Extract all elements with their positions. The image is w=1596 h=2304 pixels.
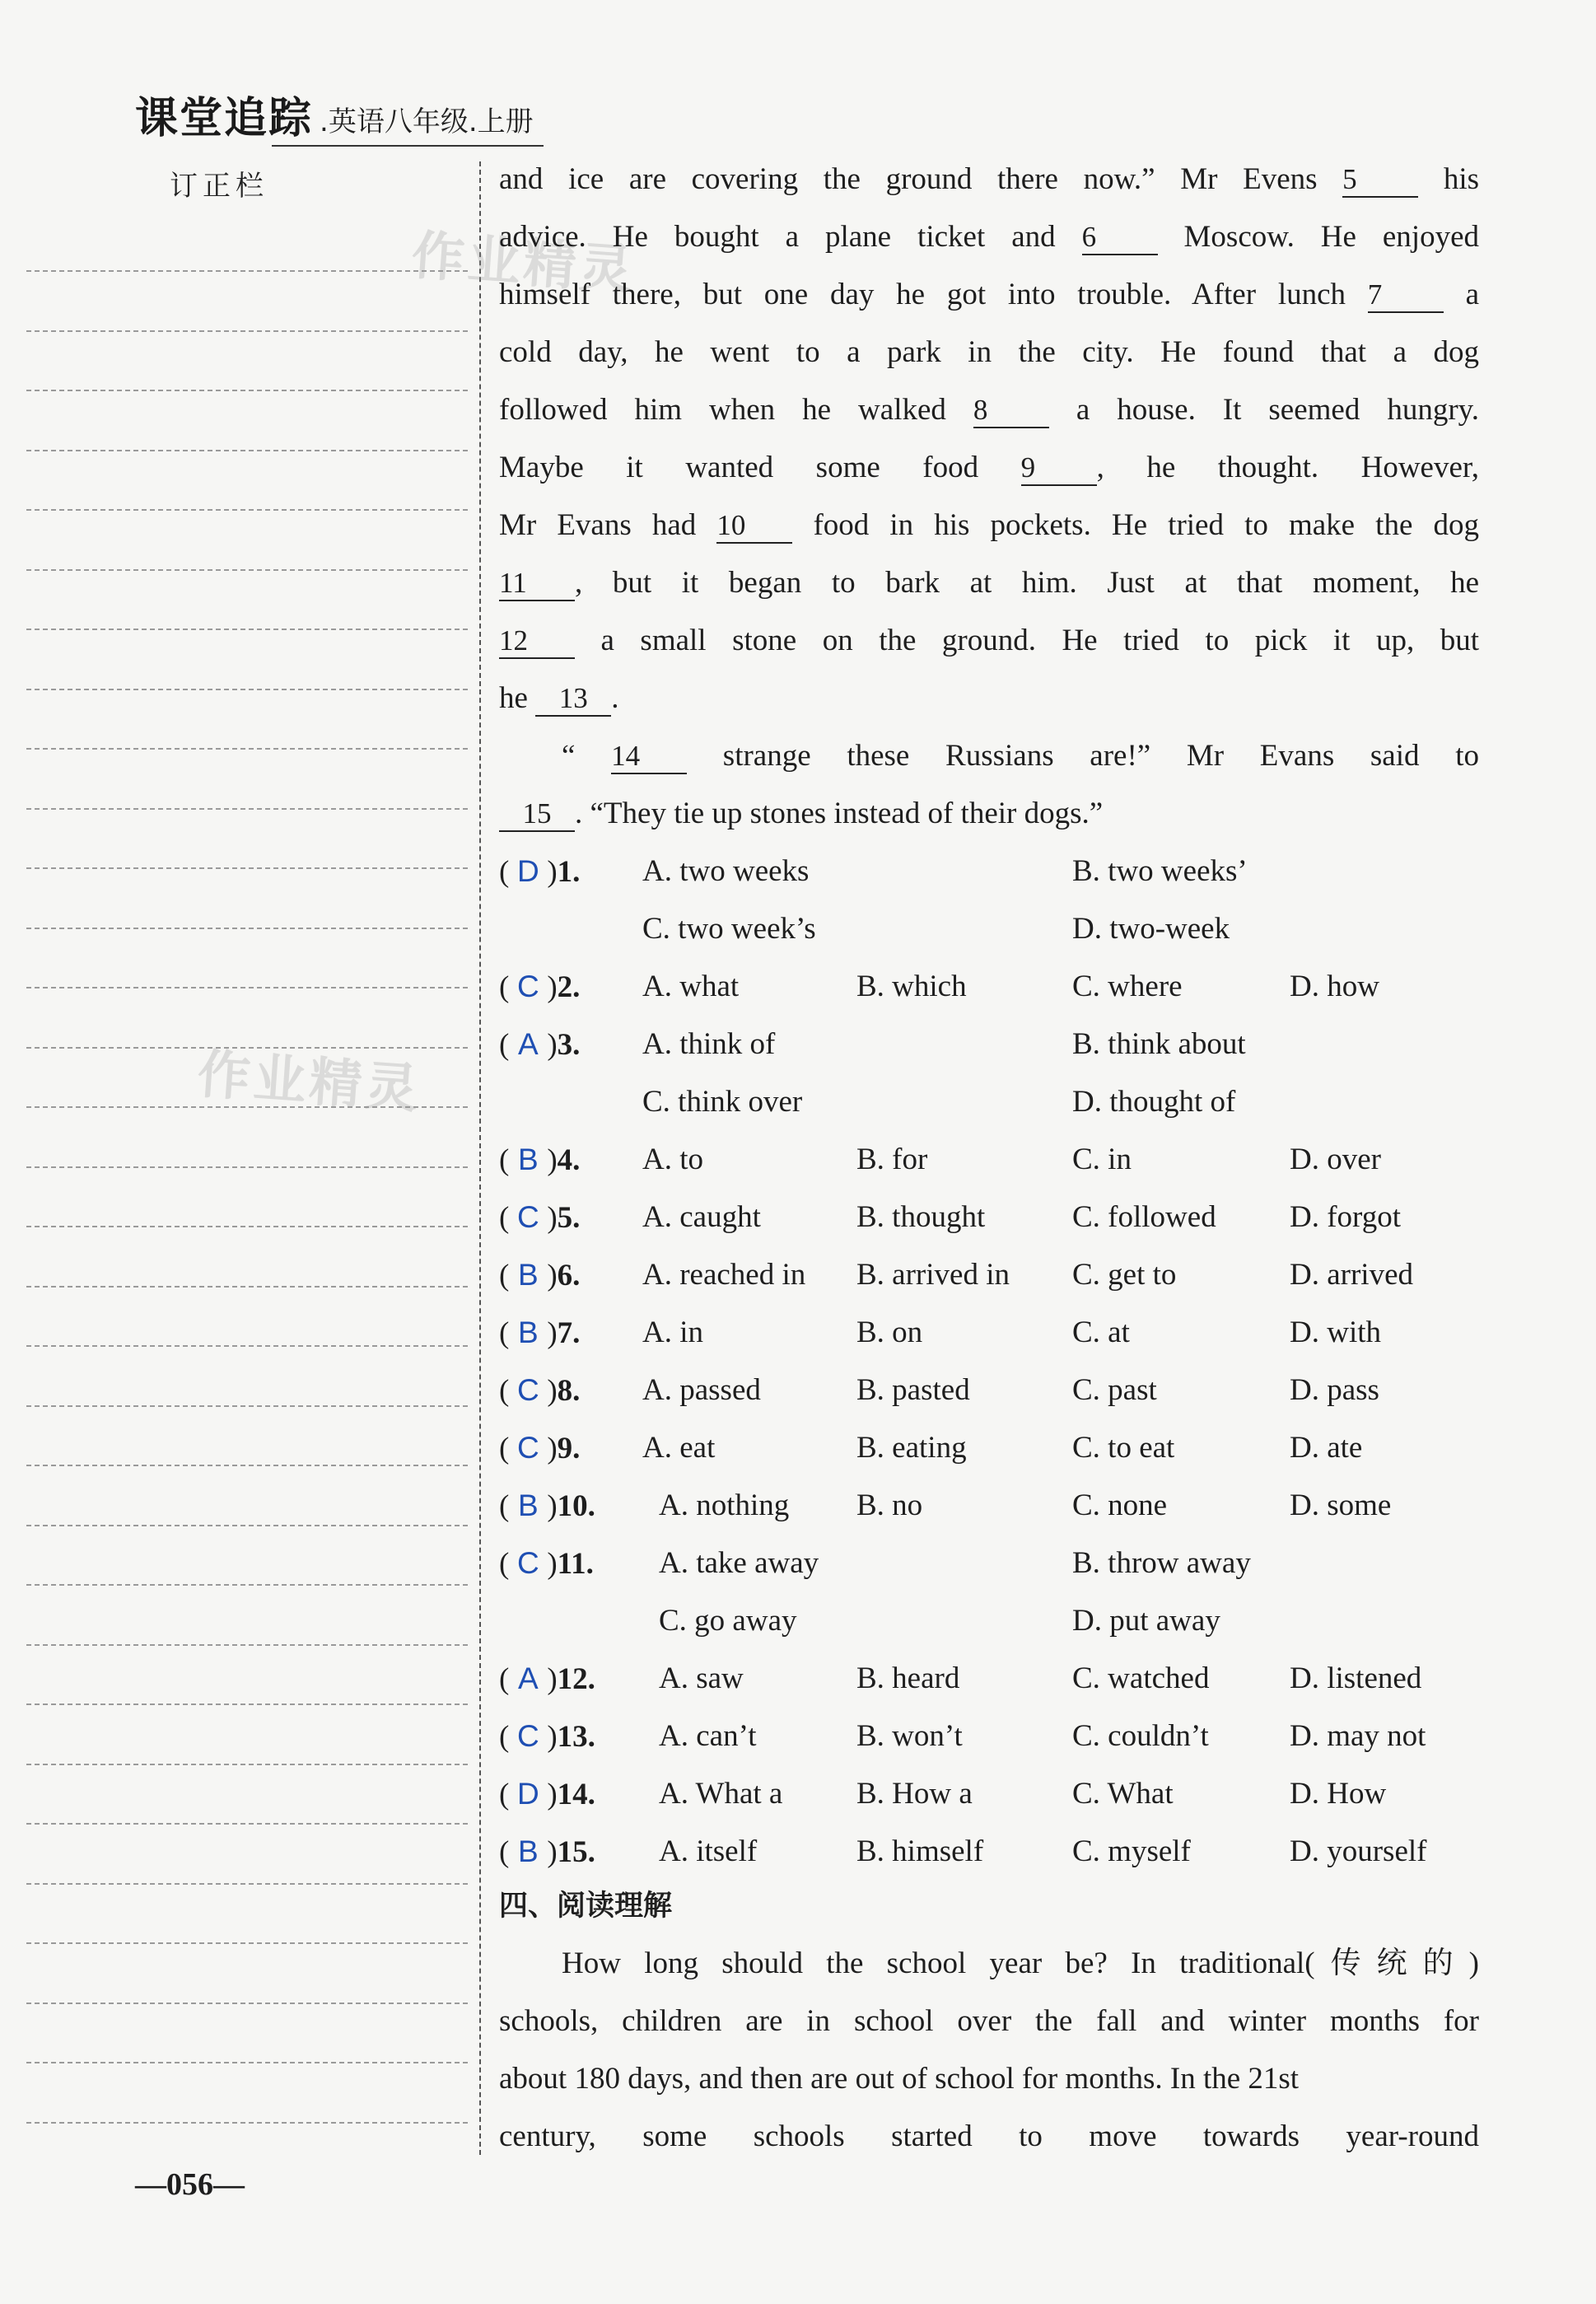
- correction-line[interactable]: [26, 509, 468, 511]
- answer-choice[interactable]: C: [516, 1431, 539, 1465]
- brand-title: 课堂追踪: [135, 94, 314, 143]
- correction-line[interactable]: [26, 867, 468, 869]
- option-a[interactable]: A. passed: [642, 1373, 761, 1407]
- section-4-heading: 四、阅读理解: [499, 1890, 673, 1923]
- option-b[interactable]: B. no: [856, 1488, 923, 1522]
- paren: (: [499, 1778, 510, 1811]
- question-index: 10.: [557, 1489, 595, 1523]
- question-index: 3.: [557, 1028, 581, 1062]
- paren: ): [547, 1028, 558, 1062]
- correction-line[interactable]: [26, 629, 468, 630]
- passage-text: , but it began to bark at him. Just at that moment, he: [575, 566, 1479, 600]
- correction-line[interactable]: [26, 1226, 468, 1227]
- passage-line: [562, 733, 1479, 779]
- question-number: [499, 964, 580, 1010]
- passage-text: “: [562, 739, 612, 773]
- option-b[interactable]: B. won’t: [856, 1719, 963, 1753]
- question-number: [499, 1829, 595, 1875]
- question-index: 11.: [557, 1547, 594, 1581]
- option-c[interactable]: C. none: [1072, 1488, 1168, 1522]
- passage-text: cold day, he went to a park in the city. He found that a dog: [499, 335, 1479, 369]
- paren: (: [499, 1374, 510, 1408]
- answer-blank[interactable]: 15: [499, 797, 575, 832]
- answer-blank[interactable]: 14: [611, 740, 687, 774]
- answer-choice[interactable]: C: [516, 1200, 539, 1234]
- option-c[interactable]: C. get to: [1072, 1258, 1177, 1292]
- option-b[interactable]: B. thought: [856, 1200, 986, 1234]
- question-number: [499, 1021, 580, 1068]
- question-number: [499, 1771, 595, 1817]
- option-b[interactable]: B. throw away: [1072, 1546, 1251, 1580]
- answer-choice[interactable]: C: [516, 970, 539, 1003]
- answer-choice[interactable]: D: [516, 1777, 539, 1811]
- option-c[interactable]: C. go away: [659, 1604, 797, 1638]
- option-c[interactable]: C. where: [1072, 970, 1183, 1003]
- option-b[interactable]: B. eating: [856, 1431, 967, 1465]
- question-index: 9.: [557, 1432, 581, 1465]
- option-b[interactable]: B. for: [856, 1143, 928, 1176]
- paren: ): [547, 1259, 558, 1292]
- paren: (: [499, 970, 510, 1004]
- answer-choice[interactable]: C: [516, 1373, 539, 1407]
- header-rule: [272, 145, 544, 147]
- option-c[interactable]: C. couldn’t: [1072, 1719, 1209, 1753]
- option-a[interactable]: A. think of: [642, 1027, 776, 1061]
- correction-line[interactable]: [26, 1345, 468, 1347]
- option-b[interactable]: B. think about: [1072, 1027, 1246, 1061]
- answer-choice[interactable]: B: [517, 1316, 539, 1349]
- question-index: 7.: [557, 1316, 581, 1350]
- answer-blank[interactable]: 13: [535, 682, 611, 717]
- question-number: [499, 848, 580, 895]
- answer-choice[interactable]: B: [517, 1258, 539, 1292]
- correction-line[interactable]: [26, 2122, 468, 2124]
- passage-text: . “They tie up stones instead of their dogs.”: [575, 797, 1104, 830]
- option-d[interactable]: D. arrived: [1290, 1258, 1413, 1292]
- question-number: [499, 1483, 595, 1529]
- question-number: [499, 1252, 580, 1298]
- option-a[interactable]: A. to: [642, 1143, 703, 1176]
- answer-choice[interactable]: C: [516, 1719, 539, 1753]
- correction-line[interactable]: [26, 928, 468, 929]
- paren: (: [499, 1720, 510, 1754]
- option-d[interactable]: D. yourself: [1290, 1834, 1427, 1868]
- passage-text: followed him when he walked: [499, 393, 973, 427]
- paren: ): [547, 1432, 558, 1465]
- answer-choice[interactable]: B: [517, 1143, 539, 1176]
- question-number: [499, 1367, 580, 1414]
- option-d[interactable]: D. put away: [1072, 1604, 1220, 1638]
- option-b[interactable]: B. heard: [856, 1661, 960, 1695]
- passage-text: strange these Russians are!” Mr Evans said to: [687, 739, 1479, 773]
- option-a[interactable]: A. two weeks: [642, 854, 810, 888]
- correction-line[interactable]: [26, 748, 468, 750]
- passage-line: [499, 214, 1479, 260]
- answer-blank[interactable]: 5: [1342, 163, 1418, 198]
- option-a[interactable]: A. reached in: [642, 1258, 806, 1292]
- correction-line[interactable]: [26, 1405, 468, 1407]
- passage-line: [499, 791, 1479, 837]
- option-d[interactable]: D. over: [1290, 1143, 1381, 1176]
- option-c[interactable]: C. at: [1072, 1316, 1130, 1349]
- correction-line[interactable]: [26, 1644, 468, 1646]
- option-b[interactable]: B. on: [856, 1316, 923, 1349]
- option-a[interactable]: A. itself: [659, 1834, 758, 1868]
- option-d[interactable]: D. how: [1290, 970, 1379, 1003]
- question-index: 4.: [557, 1143, 581, 1177]
- option-a[interactable]: A. caught: [642, 1200, 761, 1234]
- question-index: 15.: [557, 1835, 595, 1869]
- passage-text: , he thought. However,: [1096, 451, 1479, 484]
- passage-text: .: [611, 681, 619, 715]
- answer-blank[interactable]: 10: [716, 509, 792, 544]
- question-number: [499, 1713, 595, 1760]
- paren: ): [547, 1547, 558, 1581]
- question-index: 6.: [557, 1259, 581, 1292]
- correction-line[interactable]: [26, 569, 468, 571]
- reading-line: about 180 days, and then are out of school for months. In the 21st: [499, 2062, 1300, 2096]
- passage-text: his: [1418, 162, 1479, 196]
- correction-line[interactable]: [26, 808, 468, 810]
- paren: (: [499, 1316, 510, 1350]
- passage-text: and ice are covering the ground there now.” Mr Evens: [499, 162, 1343, 196]
- option-c[interactable]: C. followed: [1072, 1200, 1216, 1234]
- question-number: [499, 1656, 595, 1702]
- question-number: [499, 1425, 580, 1471]
- option-d[interactable]: D. with: [1290, 1316, 1381, 1349]
- answer-choice[interactable]: A: [517, 1661, 539, 1695]
- option-a[interactable]: A. eat: [642, 1431, 716, 1465]
- paren: (: [499, 1201, 510, 1235]
- passage-text: a house. It seemed hungry.: [1048, 393, 1479, 427]
- correction-line[interactable]: [26, 390, 468, 391]
- option-b[interactable]: B. which: [856, 970, 967, 1003]
- question-index: 5.: [557, 1201, 581, 1235]
- option-d[interactable]: D. pass: [1290, 1373, 1379, 1407]
- answer-choice[interactable]: A: [517, 1027, 539, 1061]
- answer-blank[interactable]: 11: [499, 567, 575, 601]
- passage-text: a small stone on the ground. He tried to pick it up, but: [575, 624, 1479, 657]
- option-b[interactable]: B. two weeks’: [1072, 854, 1248, 888]
- paren: ): [547, 855, 558, 889]
- passage-line: [499, 445, 1479, 491]
- question-index: 1.: [557, 855, 581, 889]
- passage-text: he: [499, 681, 536, 715]
- paren: (: [499, 1489, 510, 1523]
- page-number: —056—: [135, 2167, 245, 2202]
- paren: (: [499, 1259, 510, 1292]
- paren: ): [547, 970, 558, 1004]
- option-b[interactable]: B. himself: [856, 1834, 984, 1868]
- question-index: 13.: [557, 1720, 595, 1754]
- correction-line[interactable]: [26, 2003, 468, 2004]
- option-b[interactable]: B. How a: [856, 1777, 973, 1811]
- paren: ): [547, 1316, 558, 1350]
- reading-line: How long should the school year be? In traditional(传统的): [562, 1946, 1479, 1980]
- passage-line: [499, 502, 1479, 549]
- passage-line: [499, 272, 1479, 318]
- book-subtitle: .英语八年级.上册: [320, 105, 534, 138]
- passage-line: [499, 560, 1479, 606]
- question-index: 8.: [557, 1374, 581, 1408]
- answer-blank[interactable]: 9: [1021, 451, 1097, 486]
- paren: ): [547, 1201, 558, 1235]
- option-d[interactable]: D. forgot: [1290, 1200, 1401, 1234]
- answer-blank[interactable]: 12: [499, 624, 575, 659]
- correction-line[interactable]: [26, 450, 468, 451]
- correction-line[interactable]: [26, 2062, 468, 2063]
- passage-text: food in his pockets. He tried to make the dog: [792, 508, 1479, 542]
- correction-line[interactable]: [26, 330, 468, 332]
- option-b[interactable]: B. arrived in: [856, 1258, 1010, 1292]
- paren: (: [499, 1432, 510, 1465]
- option-a[interactable]: A. can’t: [659, 1719, 757, 1753]
- answer-choice[interactable]: B: [517, 1834, 539, 1868]
- page-header: [135, 86, 534, 143]
- paren: ): [547, 1835, 558, 1869]
- answer-blank[interactable]: 6: [1082, 221, 1158, 255]
- correction-line[interactable]: [26, 987, 468, 988]
- question-number: [499, 1310, 580, 1356]
- option-a[interactable]: A. in: [642, 1316, 703, 1349]
- reading-line: century, some schools started to move towards year-round: [499, 2119, 1479, 2153]
- correction-line[interactable]: [26, 1525, 468, 1526]
- paren: ): [547, 1143, 558, 1177]
- option-d[interactable]: D. How: [1290, 1777, 1387, 1811]
- passage-text: advice. He bought a plane ticket and: [499, 220, 1082, 254]
- option-c[interactable]: C. past: [1072, 1373, 1157, 1407]
- paren: (: [499, 1547, 510, 1581]
- option-c[interactable]: C. What: [1072, 1777, 1174, 1811]
- paren: ): [547, 1489, 558, 1523]
- answer-blank[interactable]: 8: [973, 394, 1049, 428]
- passage-text: Maybe it wanted some food: [499, 451, 1021, 484]
- passage-line: [499, 618, 1479, 664]
- question-number: [499, 1194, 580, 1241]
- paren: (: [499, 1662, 510, 1696]
- passage-text: Moscow. He enjoyed: [1157, 220, 1480, 254]
- paren: ): [547, 1720, 558, 1754]
- correction-line[interactable]: [26, 1823, 468, 1825]
- correction-line[interactable]: [26, 1703, 468, 1705]
- option-a[interactable]: A. nothing: [659, 1488, 790, 1522]
- question-index: 14.: [557, 1778, 595, 1811]
- paren: ): [547, 1778, 558, 1811]
- passage-line: [499, 387, 1479, 433]
- option-c[interactable]: C. think over: [642, 1085, 803, 1119]
- option-c[interactable]: C. watched: [1072, 1661, 1210, 1695]
- correction-line[interactable]: [26, 270, 468, 272]
- passage-line: [499, 675, 1479, 722]
- paren: ): [547, 1662, 558, 1696]
- option-d[interactable]: D. two-week: [1072, 912, 1230, 946]
- paren: (: [499, 1835, 510, 1869]
- watermark: 作业精灵: [195, 1044, 423, 1121]
- option-a[interactable]: A. take away: [659, 1546, 819, 1580]
- correction-line[interactable]: [26, 1465, 468, 1466]
- option-c[interactable]: C. myself: [1072, 1834, 1191, 1868]
- reading-line: schools, children are in school over the fall and winter months for: [499, 2004, 1479, 2038]
- paren: (: [499, 1143, 510, 1177]
- correction-line[interactable]: [26, 689, 468, 690]
- option-c[interactable]: C. in: [1072, 1143, 1132, 1176]
- option-d[interactable]: D. ate: [1290, 1431, 1363, 1465]
- option-a[interactable]: A. what: [642, 970, 740, 1003]
- option-d[interactable]: D. may not: [1290, 1719, 1426, 1753]
- correction-line[interactable]: [26, 1584, 468, 1586]
- watermark: 作业精灵: [409, 225, 637, 302]
- option-d[interactable]: D. some: [1290, 1488, 1392, 1522]
- passage-line: [499, 329, 1479, 376]
- option-c[interactable]: C. to eat: [1072, 1431, 1175, 1465]
- question-index: 2.: [557, 970, 581, 1004]
- passage-text: Mr Evans had: [499, 508, 717, 542]
- column-divider: [479, 161, 481, 2155]
- correction-column-label: 订正栏: [170, 170, 268, 203]
- question-number: [499, 1540, 594, 1587]
- correction-line[interactable]: [26, 1764, 468, 1765]
- correction-line[interactable]: [26, 1942, 468, 1944]
- option-c[interactable]: C. two week’s: [642, 912, 816, 946]
- correction-line[interactable]: [26, 1166, 468, 1168]
- option-d[interactable]: D. listened: [1290, 1661, 1422, 1695]
- answer-choice[interactable]: B: [517, 1488, 539, 1522]
- passage-text: a: [1443, 278, 1479, 311]
- paren: (: [499, 1028, 510, 1062]
- paren: ): [547, 1374, 558, 1408]
- passage-line: [499, 157, 1479, 203]
- option-a[interactable]: A. saw: [659, 1661, 744, 1695]
- paren: (: [499, 855, 510, 889]
- question-index: 12.: [557, 1662, 595, 1696]
- answer-blank[interactable]: 7: [1368, 278, 1444, 313]
- answer-choice[interactable]: D: [516, 854, 539, 888]
- option-b[interactable]: B. pasted: [856, 1373, 970, 1407]
- option-d[interactable]: D. thought of: [1072, 1085, 1236, 1119]
- question-number: [499, 1137, 580, 1183]
- correction-line[interactable]: [26, 1286, 468, 1288]
- correction-line[interactable]: [26, 1883, 468, 1885]
- answer-choice[interactable]: C: [516, 1546, 539, 1580]
- passage-text: himself there, but one day he got into trouble. After lunch: [499, 278, 1368, 311]
- option-a[interactable]: A. What a: [659, 1777, 783, 1811]
